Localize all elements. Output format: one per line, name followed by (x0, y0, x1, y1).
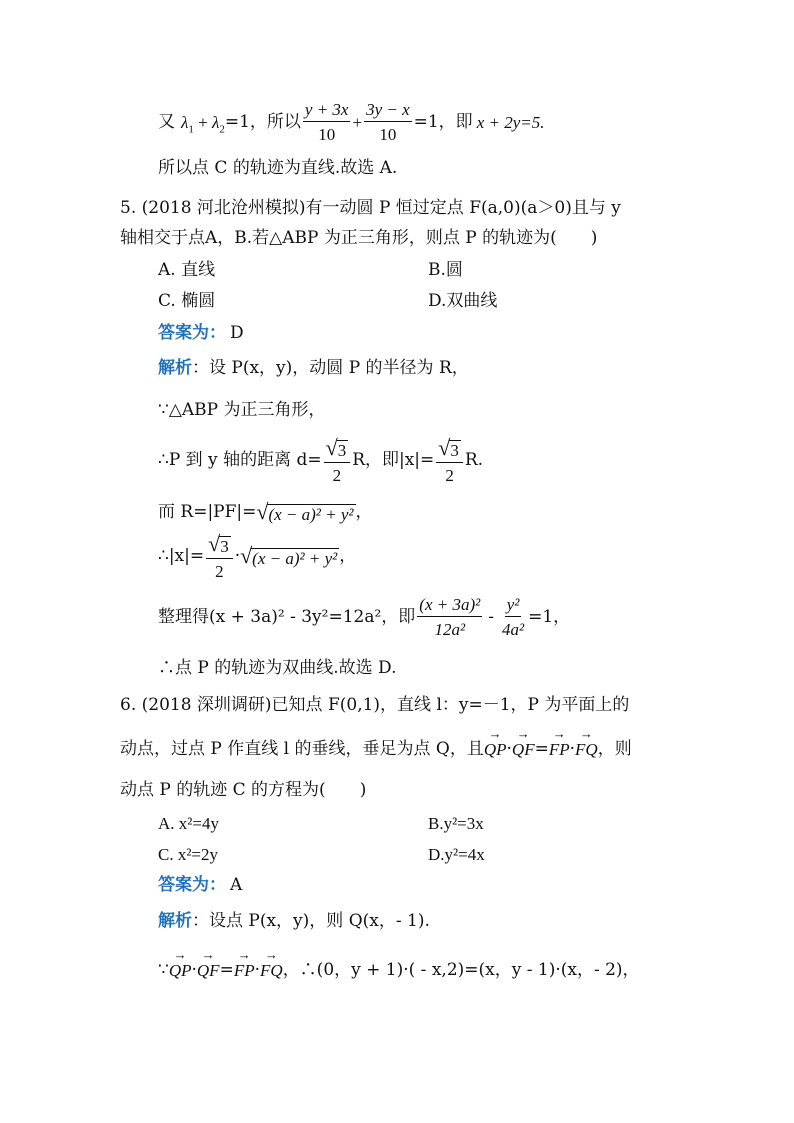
radicand: (x − a)² + y² (268, 505, 354, 524)
text: ：设 P(x，y)，动圆 P 的半径为 R， (192, 358, 469, 378)
q6-option-a[interactable]: A. x²=4y (158, 814, 219, 833)
numerator: y + 3x (303, 101, 351, 122)
text: =1，所以 (224, 111, 301, 132)
text: 6. (2018 深圳调研)已知点 F(0,1)，直线 l：y=－1，P 为平面上的 (120, 695, 630, 715)
dot: · (191, 959, 197, 980)
text: 所以点 C 的轨迹为直线.故选 A. (158, 158, 398, 178)
fraction-1 (303, 101, 351, 143)
q6-answer (158, 877, 242, 894)
q5-analysis-4 (158, 497, 373, 527)
text: 轴相交于点A，B.若△ABP 为正三角形，则点 P 的轨迹为( ) (120, 228, 598, 248)
q6-stem-line-3 (120, 782, 366, 799)
radicand: (x − a)² + y² (252, 549, 338, 568)
q5-analysis-1 (158, 360, 469, 377)
denominator: 12a² (434, 620, 466, 639)
intro-line-1: 又 $\lambda_1 + \lambda_2$ =1，所以 $\frac{y + 3x}{10}$ + $\frac{3y - x}{10}$ =1，即 x + 2y=5. (158, 100, 545, 144)
text: 动点，过点 P 作直线 l 的垂线，垂足为点 Q，且 (120, 738, 484, 759)
q5-stem-line-2 (120, 230, 597, 247)
text: ，则 (597, 738, 632, 759)
q5-analysis-2 (158, 402, 326, 419)
q6-option-d[interactable]: D.y²=4x (428, 845, 485, 864)
q6-stem-line-2 (120, 737, 632, 761)
text: ， (355, 501, 373, 522)
vector-fq: → FQ (260, 962, 283, 979)
text: ：设点 P(x，y)，则 Q(x，- 1). (192, 911, 430, 931)
q5-option-c[interactable]: C. 椭圆 (158, 291, 216, 311)
radicand: 3 (220, 536, 229, 556)
text: 而 R=|PF|= (158, 501, 257, 522)
sqrt-distance: √ (x − a)² + y² (240, 543, 338, 568)
lambda-sum: $\lambda_1 + \lambda_2$ (181, 112, 225, 135)
q5-stem-line-1 (120, 200, 621, 217)
answer-label: 答案为： (158, 875, 226, 895)
because-symbol: ∵ (158, 959, 169, 980)
fraction-sqrt3-over-2 (324, 434, 351, 485)
fraction-sqrt3-over-2 (206, 530, 233, 581)
q5-analysis-6 (158, 592, 570, 642)
sqrt-distance: √ (x − a)² + y² (256, 499, 354, 524)
text: ， (339, 545, 357, 566)
analysis-label: 解析 (158, 911, 192, 931)
text: 动点 P 的轨迹 C 的方程为( ) (120, 780, 367, 800)
denominator: 4a² (501, 620, 525, 639)
equals: = (534, 738, 549, 759)
answer-value: A (230, 875, 243, 895)
text: ∴|x|= (158, 545, 205, 566)
vector-fp: → FP (549, 741, 570, 758)
text: 5. (2018 河北沧州模拟)有一动圆 P 恒过定点 F(a,0)(a＞0)且与 y (120, 198, 621, 218)
minus: - (488, 606, 494, 627)
text: ∴点 P 的轨迹为双曲线.故选 D. (158, 658, 397, 678)
text: =1，即 (413, 111, 473, 132)
equals: = (219, 959, 234, 980)
q6-option-b[interactable]: B.y²=3x (428, 814, 484, 833)
denominator: 2 (215, 561, 224, 581)
q6-stem-line-1 (120, 697, 629, 714)
denominator: 2 (332, 465, 342, 485)
vector-qf: → QF (512, 741, 535, 758)
vector-qp: → QP (169, 962, 192, 979)
q5-analysis-7 (158, 660, 396, 677)
q6-analysis-1 (158, 913, 430, 930)
denominator: 10 (318, 125, 336, 144)
fraction-sqrt3-over-2 (436, 434, 463, 485)
answer-value: D (230, 323, 244, 343)
answer-label: 答案为： (158, 323, 226, 343)
numerator: 3y − x (364, 101, 412, 122)
lambda-1: λ (181, 112, 189, 132)
text: =1， (528, 606, 571, 627)
dot: · (569, 738, 576, 759)
fraction-hyperbola-2 (500, 596, 526, 638)
q5-analysis-5 (158, 530, 356, 582)
dot: · (506, 738, 512, 759)
q5-analysis-3 (158, 435, 483, 485)
q6-option-c[interactable]: C. x²=2y (158, 845, 219, 864)
intro-line-2 (158, 160, 397, 177)
text: R，即|x|= (352, 449, 435, 470)
text: R. (464, 449, 484, 470)
vector-fq: → FQ (575, 741, 598, 758)
text: ，∴(0，y + 1)·( - x,2)=(x，y - 1)·(x，- 2)， (282, 959, 640, 980)
dot: · (234, 545, 241, 566)
dot: · (254, 959, 261, 980)
vector-fp: → FP (234, 962, 255, 979)
radicand: 3 (337, 440, 347, 460)
q5-option-d[interactable]: D.双曲线 (428, 291, 498, 311)
q5-option-b[interactable]: B.圆 (428, 260, 463, 280)
denominator: 2 (445, 465, 454, 485)
numerator: (x + 3a)² (417, 596, 482, 617)
text: ∵△ABP 为正三角形， (158, 400, 326, 420)
text: ∴P 到 y 轴的距离 d= (158, 449, 322, 470)
numerator: y² (505, 596, 522, 617)
q5-answer (158, 325, 244, 342)
q6-analysis-2 (158, 958, 640, 982)
vector-qf: → QF (197, 962, 220, 979)
sqrt-3: √ 3 (324, 437, 351, 463)
text: 整理得(x + 3a)² - 3y²=12a²，即 (158, 606, 416, 627)
vector-qp: → QP (484, 741, 507, 758)
lambda-2: λ (211, 112, 220, 132)
sqrt-3: √ 3 (436, 437, 463, 463)
equation: x + 2y=5. (476, 112, 545, 132)
denominator: 10 (379, 125, 397, 144)
q5-option-a[interactable]: A. 直线 (158, 260, 216, 280)
radicand: 3 (450, 440, 459, 460)
sqrt-3: √ 3 (206, 533, 233, 559)
fraction-2 (364, 101, 412, 143)
analysis-label: 解析 (158, 358, 192, 378)
fraction-hyperbola-1 (417, 596, 482, 638)
text: 又 (158, 111, 175, 132)
